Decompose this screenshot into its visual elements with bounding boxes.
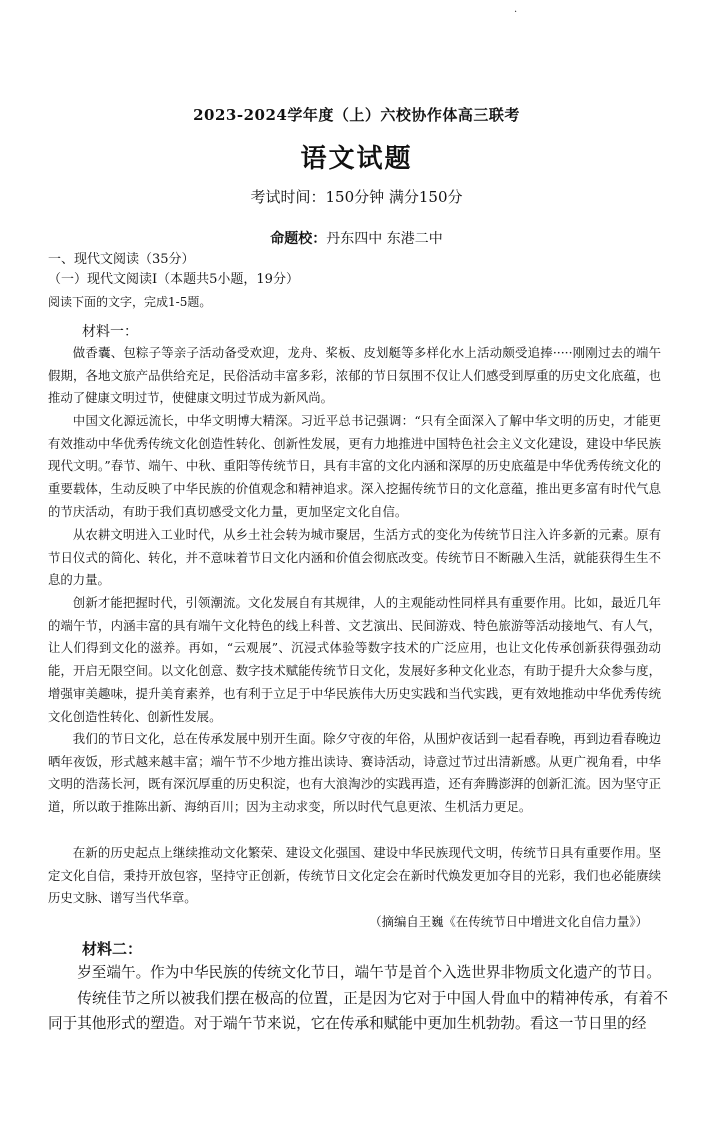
material1-paragraph: 创新才能把握时代，引领潮流。文化发展自有其规律，人的主观能动性同样具有重要作用。比如，最近几年的端午节，内涵丰富的具有端午文化特色的线上科普、文艺演出、民间游戏、特色旅游等活动接地气、有人气，让人们得到文化的滋养。再如，“云观展”、沉浸式体验等数字技术的广泛应用，也让文化传承创新获得强劲动能，开启无限空间。以文化创意、数字技术赋能传统节日文化，发展好多种文化业态，有助于提升大众参与度，增强审美趣味，提升美育素养，也有利于立足于中华民族伟大历史实践和当代实践，更有效地推动中华优秀传统文化创造性转化、创新性发展。 xyxy=(48,595,661,724)
material2-paragraph: 传统佳节之所以被我们摆在极高的位置，正是因为它对于中国人骨血中的精神传承，有着不同于其他形式的塑造。对于端午节来说，它在传承和赋能中更加生机勃勃。看这一节日里的经 xyxy=(48,990,668,1032)
material1-paragraph: 我们的节日文化，总在传承发展中别开生面。除夕守夜的年俗，从围炉夜话到一起看春晚，再到边看春晚边晒年夜饭，形式越来越丰富；端午节不少地方推出读诗、赛诗活动，诗意过节过出清新感。从更广视角看，中华文明的浩荡长河，既有深沉厚重的历史积淀，也有大浪淘沙的实践再造，还有奔腾澎湃的创新汇流。因为坚守正道，所以敢于推陈出新、海纳百川；因为主动求变，所以时代气息更浓、生机活力更足。 xyxy=(48,731,661,815)
section-heading: 一、现代文阅读（35分） xyxy=(48,252,195,267)
setter-names: 丹东四中 东港二中 xyxy=(326,231,443,247)
setter-label: 命题校： xyxy=(270,231,327,247)
material1-title: 材料一： xyxy=(82,324,138,340)
material1-paragraph: 做香囊、包粽子等亲子活动备受欢迎，龙舟、桨板、皮划艇等多样化水上活动颇受追捧·····刚刚过去的端午假期，各地文旅产品供给充足，民俗活动丰富多彩，浓郁的节日氛围不仅让人们感受到厚重的历史文化底蕴，也推动了健康文明过节，使健康文明过节成为新风尚。 xyxy=(48,345,661,406)
material1-source: （摘编自王巍《在传统节日中增进文化自信力量》） xyxy=(369,914,648,929)
subsection-heading: （一）现代文阅读Ⅰ（本题共5小题，19分） xyxy=(48,272,299,287)
material1-paragraph: 在新的历史起点上继续推动文化繁荣、建设文化强国、建设中华民族现代文明，传统节日具有重要作用。坚定文化自信，秉持开放包容，坚持守正创新，传统节日文化定会在新时代焕发更加夺目的光彩，我们也必能赓续历史文脉、谱写当代华章。 xyxy=(48,845,661,906)
exam-time-info: 考试时间：150分钟 满分150分 xyxy=(250,188,463,206)
material1-paragraph: 从农耕文明进入工业时代，从乡土社会转为城市聚居，生活方式的变化为传统节日注入许多新的元素。原有节日仪式的简化、转化，并不意味着节日文化内涵和价值会彻底改变。传统节日不断融入生活，就能获得生生不息的力量。 xyxy=(48,527,661,588)
material2-title: 材料二： xyxy=(82,940,143,958)
material1-paragraph: 中国文化源远流长，中华文明博大精深。习近平总书记强调：“只有全面深入了解中华文明的历史，才能更有效推动中华优秀传统文化创造性转化、创新性发展，更有力地推进中国特色社会主义文化建设，建设中华民族现代文明。”春节、端午、中秋、重阳等传统节日，具有丰富的文化内涵和深厚的历史底蕴是中华优秀传统文化的重要载体，生动反映了中华民族的价值观念和精神追求。深入挖掘传统节日的文化意蕴，推出更多富有时代气息的节庆活动，有助于我们真切感受文化力量，更加坚定文化自信。 xyxy=(48,413,661,519)
material2-paragraph: 岁至端午。作为中华民族的传统文化节日，端午节是首个入选世界非物质文化遗产的节日。 xyxy=(77,964,661,981)
exam-title: 2023-2024学年度（上）六校协作体高三联考 xyxy=(193,106,520,124)
setter-schools xyxy=(0,228,713,248)
reading-instruction: 阅读下面的文字，完成1-5题。 xyxy=(48,295,212,309)
scan-dot: . xyxy=(514,4,518,15)
subject-title: 语文试题 xyxy=(300,144,413,174)
